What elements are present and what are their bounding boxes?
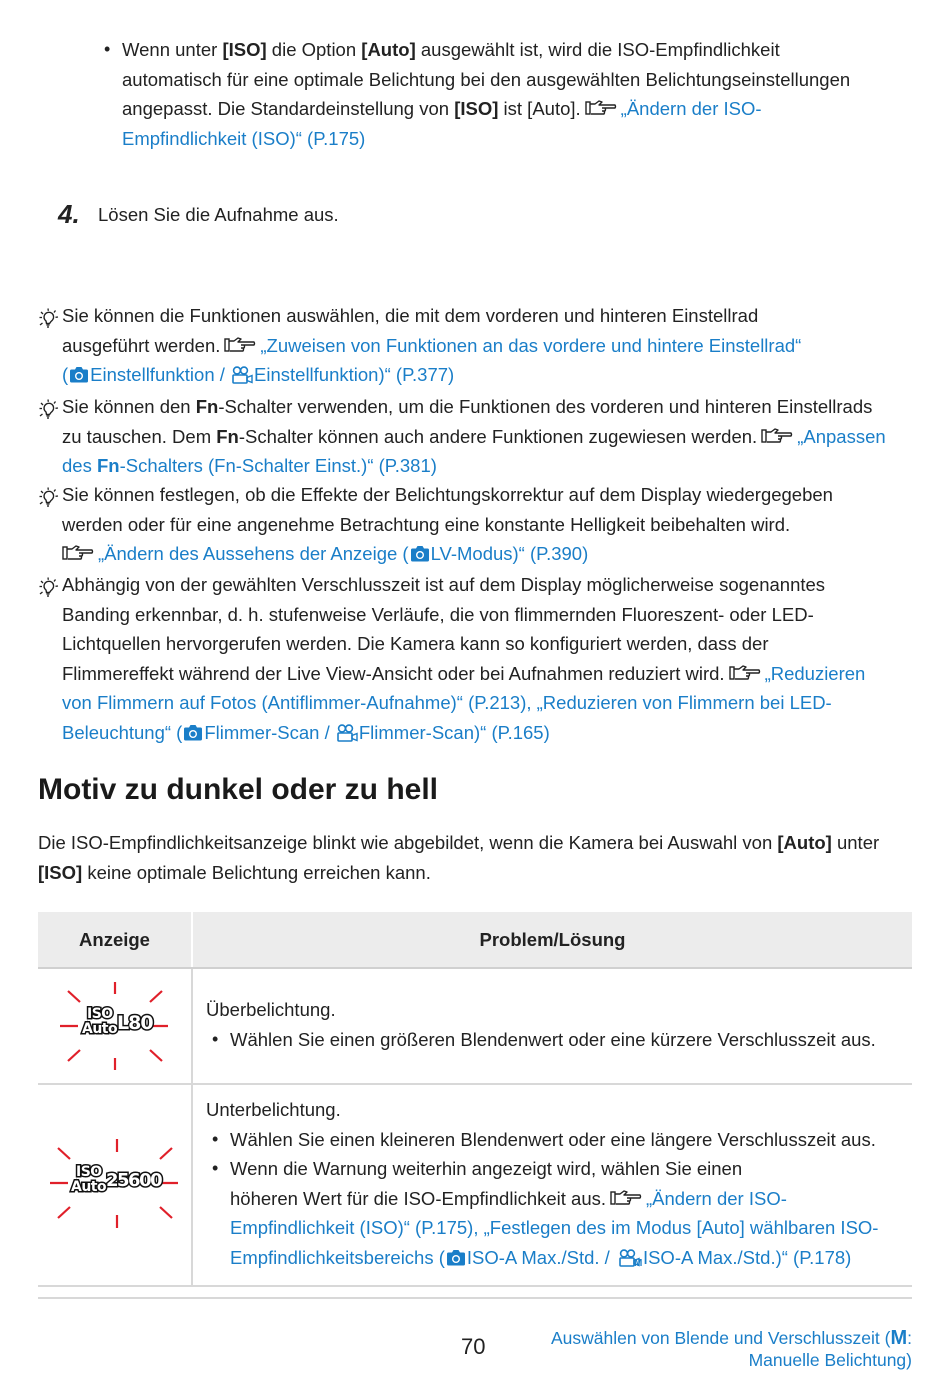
link-iso-cont[interactable]: Empfindlichkeit (ISO)“ (P.175) <box>122 127 366 149</box>
pointing-hand-icon <box>585 99 617 117</box>
text: zu tauschen. Dem <box>62 425 217 447</box>
header-label: Problem/Lösung <box>479 928 626 950</box>
text: -Schalter können auch andere Funktionen zugewiesen werden. <box>238 425 758 447</box>
step-number: 4. <box>58 199 80 229</box>
text: Flimmer-Scan)“ (P.165) <box>358 721 550 743</box>
tip-line: Lichtquellen hervorgerufen werden. Die Kamera kann so konfiguriert werden, dass der <box>62 633 769 654</box>
text: des <box>62 455 97 476</box>
page-number: 70 <box>461 1334 486 1359</box>
bold-text: Fn <box>216 425 239 447</box>
problem-title: Überbelichtung. <box>206 999 336 1020</box>
iso-text: ISO <box>76 1164 102 1180</box>
text: ISO-A Max./Std. / <box>466 1246 615 1268</box>
bold-text: [ISO] <box>38 861 83 883</box>
intro-line <box>38 828 918 858</box>
iso-value: L80 <box>117 1012 153 1034</box>
bold-text: Fn <box>195 396 219 417</box>
table-header <box>38 912 912 967</box>
movie-camera-icon <box>231 366 253 384</box>
camera-icon <box>69 366 89 383</box>
section-heading: Motiv zu dunkel oder zu hell <box>38 773 439 806</box>
intro-line <box>38 858 918 888</box>
step-text: Lösen Sie die Aufnahme aus. <box>98 204 339 225</box>
text: Flimmer-Scan / <box>204 721 335 743</box>
problem-title: Unterbelichtung. <box>206 1099 341 1120</box>
movie-camera-m-icon <box>616 1249 642 1267</box>
iso-label <box>82 1007 117 1037</box>
lightbulb-icon <box>38 308 60 330</box>
lightbulb-icon <box>38 399 60 421</box>
bullet-dot: • <box>212 1158 219 1178</box>
bullet-line <box>122 35 924 65</box>
iso-indicator-cell <box>38 969 193 1083</box>
text: ISO-A Max./Std.)“ (P.178) <box>642 1246 852 1268</box>
footer-line: Manuelle Belichtung) <box>748 1350 912 1370</box>
pointing-hand-icon <box>224 336 256 354</box>
text: Die ISO-Empfindlichkeitsanzeige blinkt wie abgebildet, wenn die Kamera bei Auswahl von <box>38 832 778 853</box>
solution-text <box>230 1184 912 1214</box>
link-flicker[interactable]: „Reduzieren <box>764 662 866 684</box>
text: die Option <box>266 39 362 60</box>
table-row <box>38 1083 912 1285</box>
text: angepasst. Die Standardeinstellung von <box>122 98 455 119</box>
text: Auswählen von Blende und Verschlusszeit ( <box>550 1328 891 1348</box>
tip-paragraph <box>62 392 932 481</box>
text: -Schalters (Fn-Schalter Einst.)“ (P.381) <box>119 455 437 476</box>
text: ( <box>62 364 69 385</box>
bold-text: [ISO] <box>222 39 267 60</box>
tip-line: Sie können festlegen, ob die Effekte der Belichtungskorrektur auf dem Display wiedergegeben <box>62 484 833 505</box>
movie-camera-icon <box>336 724 358 742</box>
solution-item <box>206 1125 912 1155</box>
camera-icon <box>183 724 203 741</box>
pointing-hand-icon <box>62 544 94 562</box>
text: ausgeführt werden. <box>62 334 221 356</box>
bold-text: [Auto] <box>361 39 416 60</box>
problem-cell <box>193 969 912 1083</box>
text: ausgewählt ist, wird die ISO-Empfindlichkeit <box>415 39 780 60</box>
link-fn-switch-cont[interactable] <box>62 451 932 481</box>
iso-text: ISO <box>87 1006 113 1022</box>
bullet-line: automatisch für eine optimale Belichtung bei den ausgewählten Belichtungseinstellungen <box>122 68 851 90</box>
solution-text: Wählen Sie einen kleineren Blendenwert oder eine längere Verschlusszeit aus. <box>230 1128 876 1150</box>
link-dial-functions[interactable]: „Zuweisen von Funktionen an das vordere und hintere Einstellrad“ <box>260 334 802 356</box>
solution-text: Wenn die Warnung weiterhin angezeigt wird, wählen Sie einen <box>230 1158 743 1179</box>
tip-line <box>62 539 922 569</box>
link-flicker-scan[interactable] <box>62 718 932 748</box>
text: Flimmereffekt während der Live View-Ansicht oder bei Aufnahmen reduziert wird. <box>62 662 725 684</box>
iso-label <box>71 1165 106 1195</box>
iso-warning-table <box>38 912 912 1287</box>
lightbulb-icon <box>38 487 60 509</box>
solution-item <box>206 1154 912 1272</box>
link-lv-mode[interactable] <box>98 543 588 564</box>
bullet-dot: • <box>212 1028 219 1049</box>
text: unter <box>831 832 880 853</box>
iso-indicator-cell <box>38 1085 193 1285</box>
text: Beleuchtung“ ( <box>62 721 183 743</box>
problem-cell <box>193 1085 912 1285</box>
auto-text: Auto <box>71 1179 107 1195</box>
text: „Ändern des Aussehens der Anzeige ( <box>98 543 409 564</box>
link-iso[interactable]: „Ändern der ISO- <box>620 98 762 119</box>
text: höheren Wert für die ISO-Empfindlichkeit aus. <box>230 1187 606 1209</box>
mode-letter: M <box>890 1327 908 1349</box>
tip-line <box>62 422 932 452</box>
link-dial-functions-cont[interactable] <box>62 360 922 390</box>
bullet-dot: • <box>212 1128 219 1149</box>
text: keine optimale Belichtung erreichen kann. <box>82 861 431 883</box>
text: Sie können den <box>62 396 196 417</box>
iso-value: 25600 <box>106 1170 162 1191</box>
link-iso[interactable]: „Ändern der ISO- <box>646 1187 787 1209</box>
bullet-paragraph <box>104 35 924 153</box>
pointing-hand-icon <box>729 664 761 682</box>
lightbulb-icon <box>38 577 60 599</box>
solution-text: Wählen Sie einen größeren Blendenwert oder eine kürzere Verschlusszeit aus. <box>230 1028 876 1050</box>
link-iso-a-max[interactable] <box>230 1243 912 1273</box>
table-row <box>38 967 912 1083</box>
section-intro <box>38 828 918 887</box>
tip-line: Banding erkennbar, d. h. stufenweise Verläufe, die von flimmernden Fluoreszent- oder LED- <box>62 603 814 625</box>
link-iso-range[interactable]: Empfindlichkeit (ISO)“ (P.175), „Festlegen des im Modus [Auto] wählbaren ISO- <box>230 1217 879 1238</box>
table-bottom-border <box>38 1285 912 1287</box>
bullet-line <box>122 94 924 124</box>
link-flicker-cont[interactable]: von Flimmern auf Fotos (Antiflimmer-Aufnahme)“ (P.213), „Reduzieren von Flimmern bei LED- <box>62 692 832 713</box>
bullet-dot: • <box>104 39 111 59</box>
tip-line <box>62 331 922 361</box>
text: Empfindlichkeitsbereichs ( <box>230 1246 445 1268</box>
camera-icon <box>410 545 430 562</box>
footer-line <box>492 1327 912 1349</box>
svg-text:M: M <box>633 1257 642 1267</box>
tip-line: Sie können die Funktionen auswählen, die mit dem vorderen und hinteren Einstellrad <box>62 305 759 326</box>
tip-paragraph <box>62 301 922 390</box>
text: -Schalter verwenden, um die Funktionen des vorderen und hinteren Einstellrads <box>218 396 873 417</box>
bold-text: [Auto] <box>777 832 832 853</box>
footer-chapter-link[interactable] <box>492 1327 912 1371</box>
text: Wenn unter <box>122 39 223 60</box>
tip-line <box>62 659 932 689</box>
pointing-hand-icon <box>610 1189 642 1207</box>
solution-item <box>206 1025 912 1055</box>
tip-paragraph <box>62 570 932 747</box>
text: ist [Auto]. <box>498 98 581 119</box>
camera-icon <box>446 1249 466 1266</box>
tip-line: Abhängig von der gewählten Verschlusszeit ist auf dem Display möglicherweise sogenanntes <box>62 574 826 595</box>
text: Einstellfunktion / <box>90 364 231 385</box>
bold-text: Fn <box>96 455 120 476</box>
auto-text: Auto <box>82 1021 118 1037</box>
header-label: Anzeige <box>79 928 150 950</box>
text: Einstellfunktion)“ (P.377) <box>254 364 455 385</box>
tip-paragraph <box>62 480 922 569</box>
header-problem <box>193 912 912 967</box>
header-anzeige <box>38 912 193 967</box>
tip-line <box>62 392 932 422</box>
text: : <box>907 1328 912 1348</box>
link-fn-switch[interactable]: „Anpassen <box>797 425 886 447</box>
bold-text: [ISO] <box>454 98 499 119</box>
pointing-hand-icon <box>761 427 793 445</box>
text: LV-Modus)“ (P.390) <box>430 543 589 564</box>
tip-line: werden oder für eine angenehme Betrachtung eine konstante Helligkeit beibehalten wird. <box>62 513 791 535</box>
footer-divider <box>38 1297 912 1299</box>
